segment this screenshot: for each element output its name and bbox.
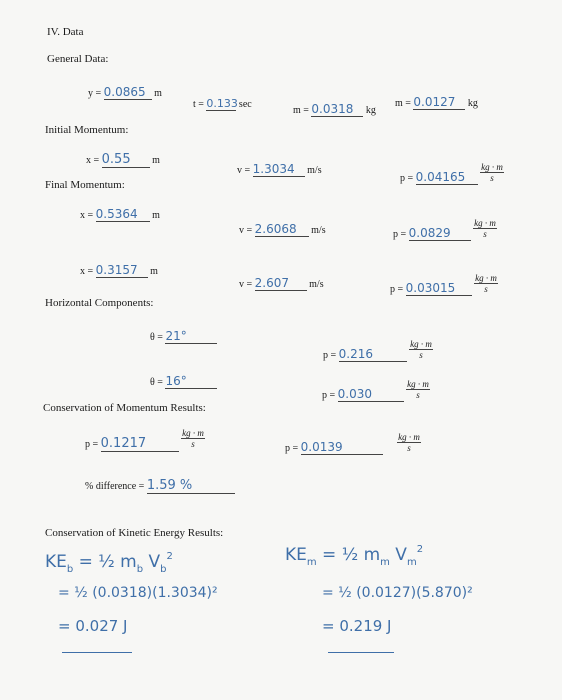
final-pm-field bbox=[390, 273, 498, 296]
initial-p-label: p = bbox=[400, 173, 414, 184]
ke-m-result: = 0.219 J bbox=[322, 617, 392, 635]
initial-v-field bbox=[237, 162, 322, 177]
final-xb-field bbox=[80, 207, 160, 222]
final-vm-unit: m/s bbox=[309, 279, 324, 290]
t-unit: sec bbox=[238, 99, 252, 110]
ke-b-result-underline bbox=[62, 652, 132, 653]
pix-field bbox=[85, 428, 205, 452]
m1-label: m = bbox=[293, 105, 309, 116]
theta-m-field bbox=[150, 374, 217, 389]
pfx-unit: $\frac{kg \cdot m}{s}$ bbox=[398, 432, 420, 453]
initial-v-label: v = bbox=[237, 165, 251, 176]
pix-value: 0.1217 bbox=[101, 436, 179, 452]
initial-p-value: 0.04165 bbox=[416, 170, 478, 185]
theta-b-label: θ = bbox=[150, 332, 163, 343]
initial-v-unit: m/s bbox=[307, 165, 322, 176]
final-vb-value: 2.6068 bbox=[255, 222, 309, 237]
ke-m-substitution: = ½ (0.0127)(5.870)² bbox=[322, 585, 473, 601]
section-title: IV. Data bbox=[47, 26, 84, 38]
final-xb-unit: m bbox=[152, 210, 160, 221]
final-pm-label: p = bbox=[390, 284, 404, 295]
pbx-field bbox=[323, 339, 433, 362]
theta-m-label: θ = bbox=[150, 377, 163, 388]
final-vm-field bbox=[239, 276, 324, 291]
final-xb-value: 0.5364 bbox=[96, 207, 150, 222]
pfx-label: p = bbox=[285, 443, 299, 454]
final-pm-value: 0.03015 bbox=[406, 281, 472, 296]
pfx-field bbox=[285, 432, 421, 455]
final-pb-label: p = bbox=[393, 229, 407, 240]
pfx-value: 0.0139 bbox=[301, 440, 383, 455]
pmx-label: p = bbox=[322, 390, 336, 401]
final-pb-value: 0.0829 bbox=[409, 226, 471, 241]
ke-b-substitution: = ½ (0.0318)(1.3034)² bbox=[58, 585, 218, 601]
m2-value: 0.0127 bbox=[413, 95, 465, 110]
t-value: 0.133 bbox=[206, 97, 238, 110]
final-xb-label: x = bbox=[80, 210, 94, 221]
m1-field bbox=[293, 102, 376, 117]
m1-value: 0.0318 bbox=[311, 102, 363, 117]
final-pb-field bbox=[393, 218, 497, 241]
horizontal-components-heading: Horizontal Components: bbox=[45, 297, 154, 309]
m2-field bbox=[395, 95, 478, 110]
ke-m-result-underline bbox=[328, 652, 394, 653]
theta-b-value: 21° bbox=[165, 329, 217, 344]
initial-x-value: 0.55 bbox=[102, 152, 150, 168]
final-xm-value: 0.3157 bbox=[96, 263, 148, 278]
percent-difference-value: 1.59 % bbox=[147, 478, 235, 494]
final-vb-unit: m/s bbox=[311, 225, 326, 236]
initial-p-field bbox=[400, 162, 504, 185]
final-vm-value: 2.607 bbox=[255, 276, 307, 291]
final-pm-unit: $\frac{kg \cdot m}{s}$ bbox=[475, 273, 497, 294]
y-field bbox=[88, 85, 162, 100]
y-value: 0.0865 bbox=[104, 85, 152, 100]
general-data-heading: General Data: bbox=[47, 53, 109, 65]
percent-difference-field bbox=[85, 478, 235, 494]
initial-x-label: x = bbox=[86, 155, 100, 166]
final-momentum-heading: Final Momentum: bbox=[45, 179, 125, 191]
pix-label: p = bbox=[85, 439, 99, 450]
m2-unit: kg bbox=[467, 98, 478, 109]
percent-difference-label: % difference = bbox=[85, 481, 145, 492]
theta-b-field bbox=[150, 329, 217, 344]
initial-momentum-heading: Initial Momentum: bbox=[45, 124, 129, 136]
initial-x-field bbox=[86, 152, 160, 168]
initial-p-unit: $\frac{kg \cdot m}{s}$ bbox=[481, 162, 503, 183]
pix-unit: $\frac{kg \cdot m}{s}$ bbox=[182, 428, 204, 449]
pbx-value: 0.216 bbox=[339, 347, 407, 362]
m2-label: m = bbox=[395, 98, 411, 109]
final-pb-unit: $\frac{kg \cdot m}{s}$ bbox=[474, 218, 496, 239]
y-label: y = bbox=[88, 88, 102, 99]
final-xm-unit: m bbox=[150, 266, 158, 277]
pmx-value: 0.030 bbox=[338, 387, 404, 402]
initial-v-value: 1.3034 bbox=[253, 162, 305, 177]
final-vb-label: v = bbox=[239, 225, 253, 236]
final-xm-label: x = bbox=[80, 266, 94, 277]
ke-b-result: = 0.027 J bbox=[58, 617, 128, 635]
t-field bbox=[193, 97, 252, 111]
ke-m-formula: $KE_m$ = ½ $m_m$ $V_m^2$ bbox=[285, 544, 424, 568]
final-xm-field bbox=[80, 263, 158, 278]
final-vb-field bbox=[239, 222, 326, 237]
pbx-label: p = bbox=[323, 350, 337, 361]
initial-x-unit: m bbox=[152, 155, 160, 166]
conservation-kinetic-heading: Conservation of Kinetic Energy Results: bbox=[45, 527, 224, 539]
pbx-unit: $\frac{kg \cdot m}{s}$ bbox=[410, 339, 432, 360]
ke-b-formula: $KE_b$ = ½ $m_b$ $V_b^2$ bbox=[45, 551, 173, 575]
pmx-unit: $\frac{kg \cdot m}{s}$ bbox=[407, 379, 429, 400]
conservation-momentum-heading: Conservation of Momentum Results: bbox=[43, 402, 206, 414]
m1-unit: kg bbox=[365, 105, 376, 116]
y-unit: m bbox=[154, 88, 162, 99]
t-label: t = bbox=[193, 99, 204, 110]
pmx-field bbox=[322, 379, 430, 402]
final-vm-label: v = bbox=[239, 279, 253, 290]
theta-m-value: 16° bbox=[165, 374, 217, 389]
